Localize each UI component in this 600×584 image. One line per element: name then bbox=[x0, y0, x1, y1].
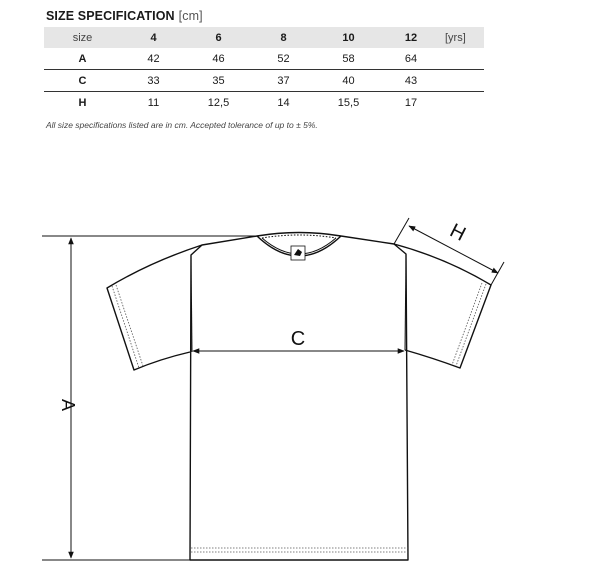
table-cell: 40 bbox=[316, 70, 381, 92]
dimension-h bbox=[394, 218, 504, 285]
title-unit: [cm] bbox=[178, 9, 203, 23]
header-size: 8 bbox=[251, 27, 316, 48]
header-size: 10 bbox=[316, 27, 381, 48]
stitching bbox=[112, 283, 486, 552]
table-cell: 58 bbox=[316, 48, 381, 70]
neck-label bbox=[291, 246, 305, 260]
label-c: C bbox=[290, 328, 306, 350]
title-text: SIZE SPECIFICATION bbox=[46, 9, 175, 23]
table-cell: 64 bbox=[381, 48, 441, 70]
table-cell: 17 bbox=[404, 96, 418, 109]
header-size: 6 bbox=[186, 27, 251, 48]
header-size: 4 bbox=[121, 27, 186, 48]
table-cell: 35 bbox=[186, 70, 251, 92]
row-label: H bbox=[78, 96, 87, 109]
header-unit: [yrs] bbox=[441, 27, 484, 48]
table-cell: 37 bbox=[251, 70, 316, 92]
table-cell: 15,5 bbox=[337, 96, 360, 109]
label-h: H bbox=[446, 219, 470, 246]
table-cell: 52 bbox=[251, 48, 316, 70]
table-cell: 33 bbox=[121, 70, 186, 92]
table-cell: 42 bbox=[121, 48, 186, 70]
table-cell: 46 bbox=[186, 48, 251, 70]
row-label: A bbox=[44, 48, 121, 70]
row-label: C bbox=[44, 70, 121, 92]
table-cell: 11 bbox=[147, 96, 160, 109]
header-size-label: size bbox=[44, 27, 121, 48]
tshirt-outline bbox=[107, 236, 491, 560]
tolerance-note: All size specifications listed are in cm. Accepted tolerance of up to ± 5%. bbox=[46, 120, 318, 130]
table-cell: 12,5 bbox=[207, 96, 230, 109]
header-size: 12 bbox=[381, 27, 441, 48]
label-a: A bbox=[58, 398, 78, 412]
table-cell: 43 bbox=[381, 70, 441, 92]
table-cell: 14 bbox=[277, 96, 290, 109]
